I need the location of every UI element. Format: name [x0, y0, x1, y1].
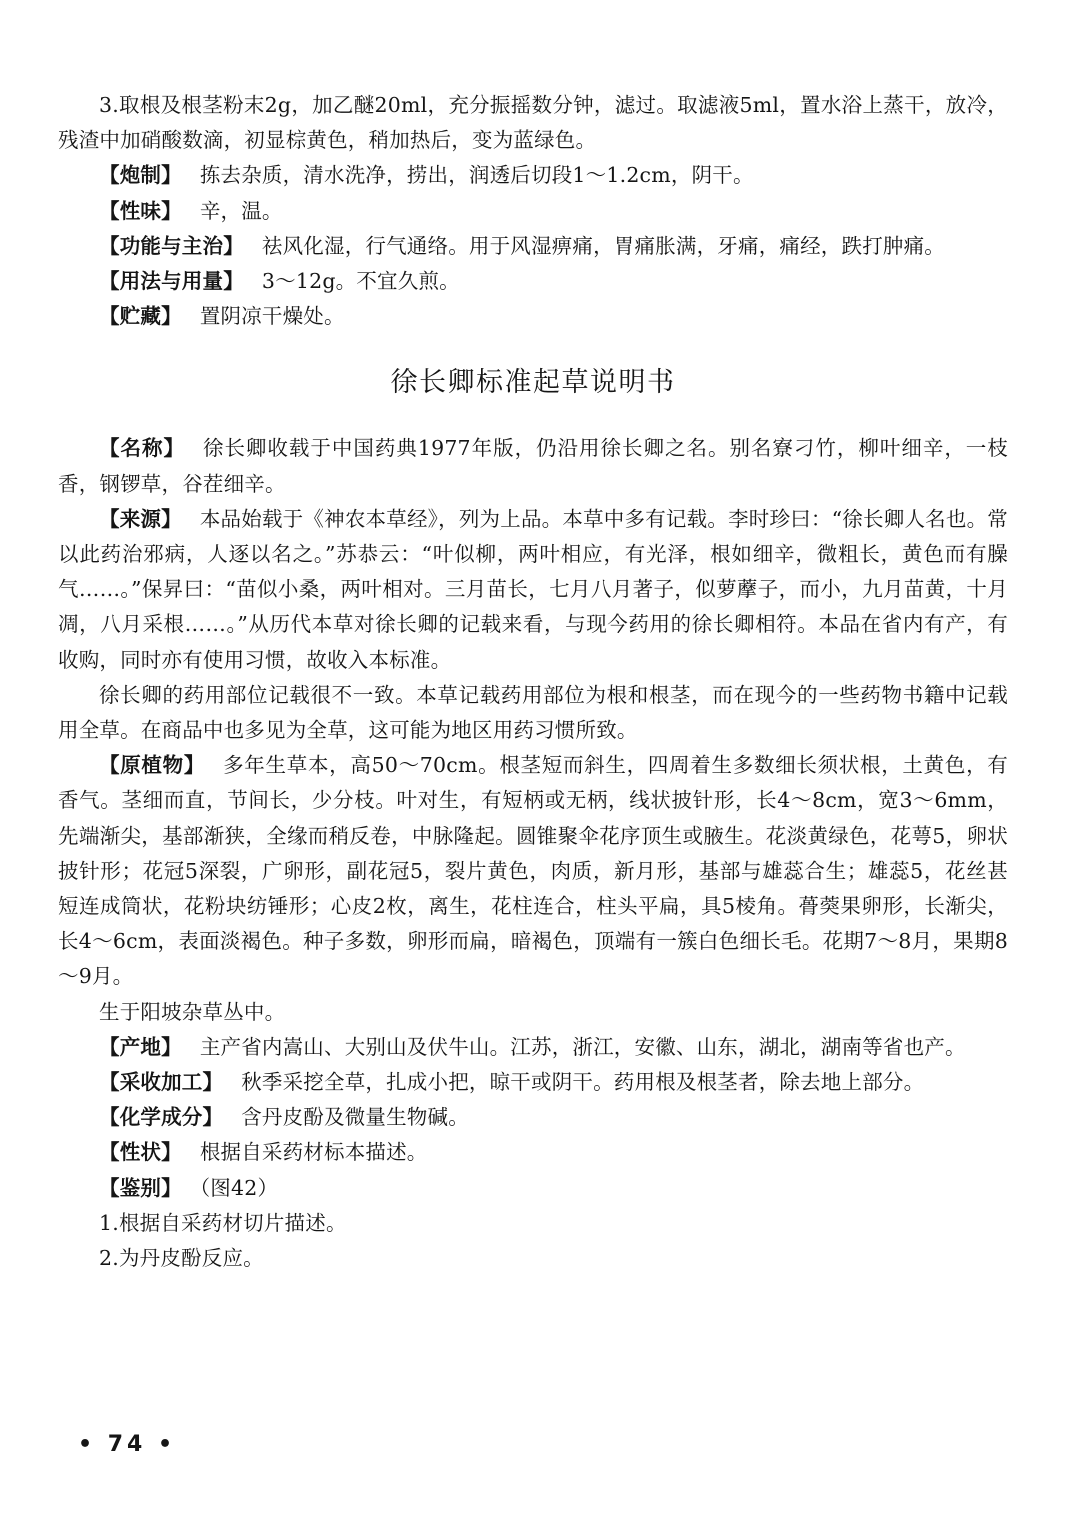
section-text: 本品始载于《神农本草经》，列为上品。本草中多有记载。李时珍曰：“徐长卿人名也。常以此药治邪病，人逐以名之。”苏恭云：“叶似柳，两叶相应，有光泽，根如细辛，微粗长，黄色而有臊气……。”保昇曰：“苗似小桑，两叶相对。三月苗长，七月八月著子，似萝藦子，而小，九月苗黄，十月凋，八月采根……。”从历代本草对徐长卿的记载来看，与现今药用的徐长卿相符。本品在省内有产，有收购，同时亦有使用习惯，故收入本标准。	[58, 506, 1008, 672]
section-text: 置阴凉干燥处。	[199, 304, 345, 329]
section-text: 辛，温。	[199, 198, 283, 223]
section-tag: 【原植物】	[99, 753, 206, 778]
section-tag: 【采收加工】	[99, 1070, 224, 1095]
section-storage	[58, 299, 1008, 334]
page-content	[58, 88, 1008, 1276]
section-tag: 【化学成分】	[99, 1105, 224, 1130]
identification-step-3: 3.取根及根茎粉末2g，加乙醚20ml，充分振摇数分钟，滤过。取滤液5ml，置水浴上蒸干，放冷，残渣中加硝酸数滴，初显棕黄色，稍加热后，变为蓝绿色。	[58, 93, 1008, 153]
section-tag: 【用法与用量】	[99, 269, 244, 294]
title-block	[58, 334, 1008, 431]
section-tag: 【鉴别】	[99, 1175, 182, 1200]
section-text: 徐长卿收载于中国药典1977年版，仍沿用徐长卿之名。别名寮刁竹，柳叶细辛，一枝香，钢锣草，谷茬细辛。	[58, 436, 1008, 496]
section-text: 3～12g。不宜久煎。	[261, 269, 460, 294]
section-text: 含丹皮酚及微量生物碱。	[241, 1105, 469, 1130]
section-tag: 【来源】	[99, 506, 182, 531]
section-origin	[58, 502, 1008, 678]
section-name	[58, 431, 1008, 501]
identification-item-1: 1.根据自采药材切片描述。	[99, 1210, 347, 1235]
section-text: （图42）	[199, 1175, 279, 1200]
page-number: • 74 •	[78, 1432, 177, 1457]
section-usage-dosage	[58, 264, 1008, 299]
section-plant	[58, 748, 1008, 994]
section-nature-flavor	[58, 194, 1008, 229]
section-tag: 【名称】	[99, 436, 185, 461]
paragraph-medicinal-parts: 徐长卿的药用部位记载很不一致。本草记载药用部位为根和根茎，而在现今的一些药物书籍中记载用全草。在商品中也多见为全草，这可能为地区用药习惯所致。	[58, 682, 1008, 743]
section-text: 拣去杂质，清水洗净，捞出，润透后切段1～1.2cm，阴干。	[199, 163, 754, 188]
section-text: 祛风化湿，行气通络。用于风湿痹痛，胃痛胀满，牙痛，痛经，跌打肿痛。	[261, 233, 946, 258]
section-producing-area	[58, 1030, 1008, 1065]
section-text: 秋季采挖全草，扎成小把，晾干或阴干。药用根及根茎者，除去地上部分。	[241, 1070, 925, 1095]
section-characteristics	[58, 1135, 1008, 1170]
section-tag: 【性味】	[99, 198, 182, 223]
section-tag: 【产地】	[99, 1034, 182, 1059]
section-tag: 【性状】	[99, 1140, 182, 1165]
section-tag: 【贮藏】	[99, 304, 182, 329]
section-tag: 【功能与主治】	[99, 233, 244, 258]
section-text: 主产省内嵩山、大别山及伏牛山。江苏，浙江，安徽、山东，湖北，湖南等省也产。	[199, 1034, 966, 1059]
section-functions	[58, 229, 1008, 264]
section-processing	[58, 158, 1008, 193]
section-tag: 【炮制】	[99, 163, 182, 188]
section-text: 多年生草本，高50～70cm。根茎短而斜生，四周着生多数细长须状根，土黄色，有香气。茎细而直，节间长，少分枝。叶对生，有短柄或无柄，线状披针形，长4～8cm，宽3～6mm，先端渐尖，基部渐狭，全缘而稍反卷，中脉隆起。圆锥聚伞花序顶生或腋生。花淡黄绿色，花萼5，卵状披针形；花冠5深裂，广卵形，副花冠5，裂片黄色，肉质，新月形，基部与雄蕊合生；雄蕊5，花丝甚短连成筒状，花粉块纺锤形；心皮2枚，离生，花柱连合，柱头平扁，具5棱角。蓇葖果卵形，长渐尖，长4～6cm，表面淡褐色。种子多数，卵形而扁，暗褐色，顶端有一簇白色细长毛。花期7～8月，果期8～9月。	[58, 753, 1008, 989]
paragraph-habitat: 生于阳坡杂草丛中。	[99, 999, 286, 1024]
section-harvest	[58, 1065, 1008, 1100]
section-identification	[58, 1171, 1008, 1206]
section-text: 根据自采药材标本描述。	[199, 1140, 428, 1165]
identification-item-2: 2.为丹皮酚反应。	[99, 1246, 264, 1271]
section-chemistry	[58, 1100, 1008, 1135]
document-title: 徐长卿标准起草说明书	[390, 366, 676, 398]
